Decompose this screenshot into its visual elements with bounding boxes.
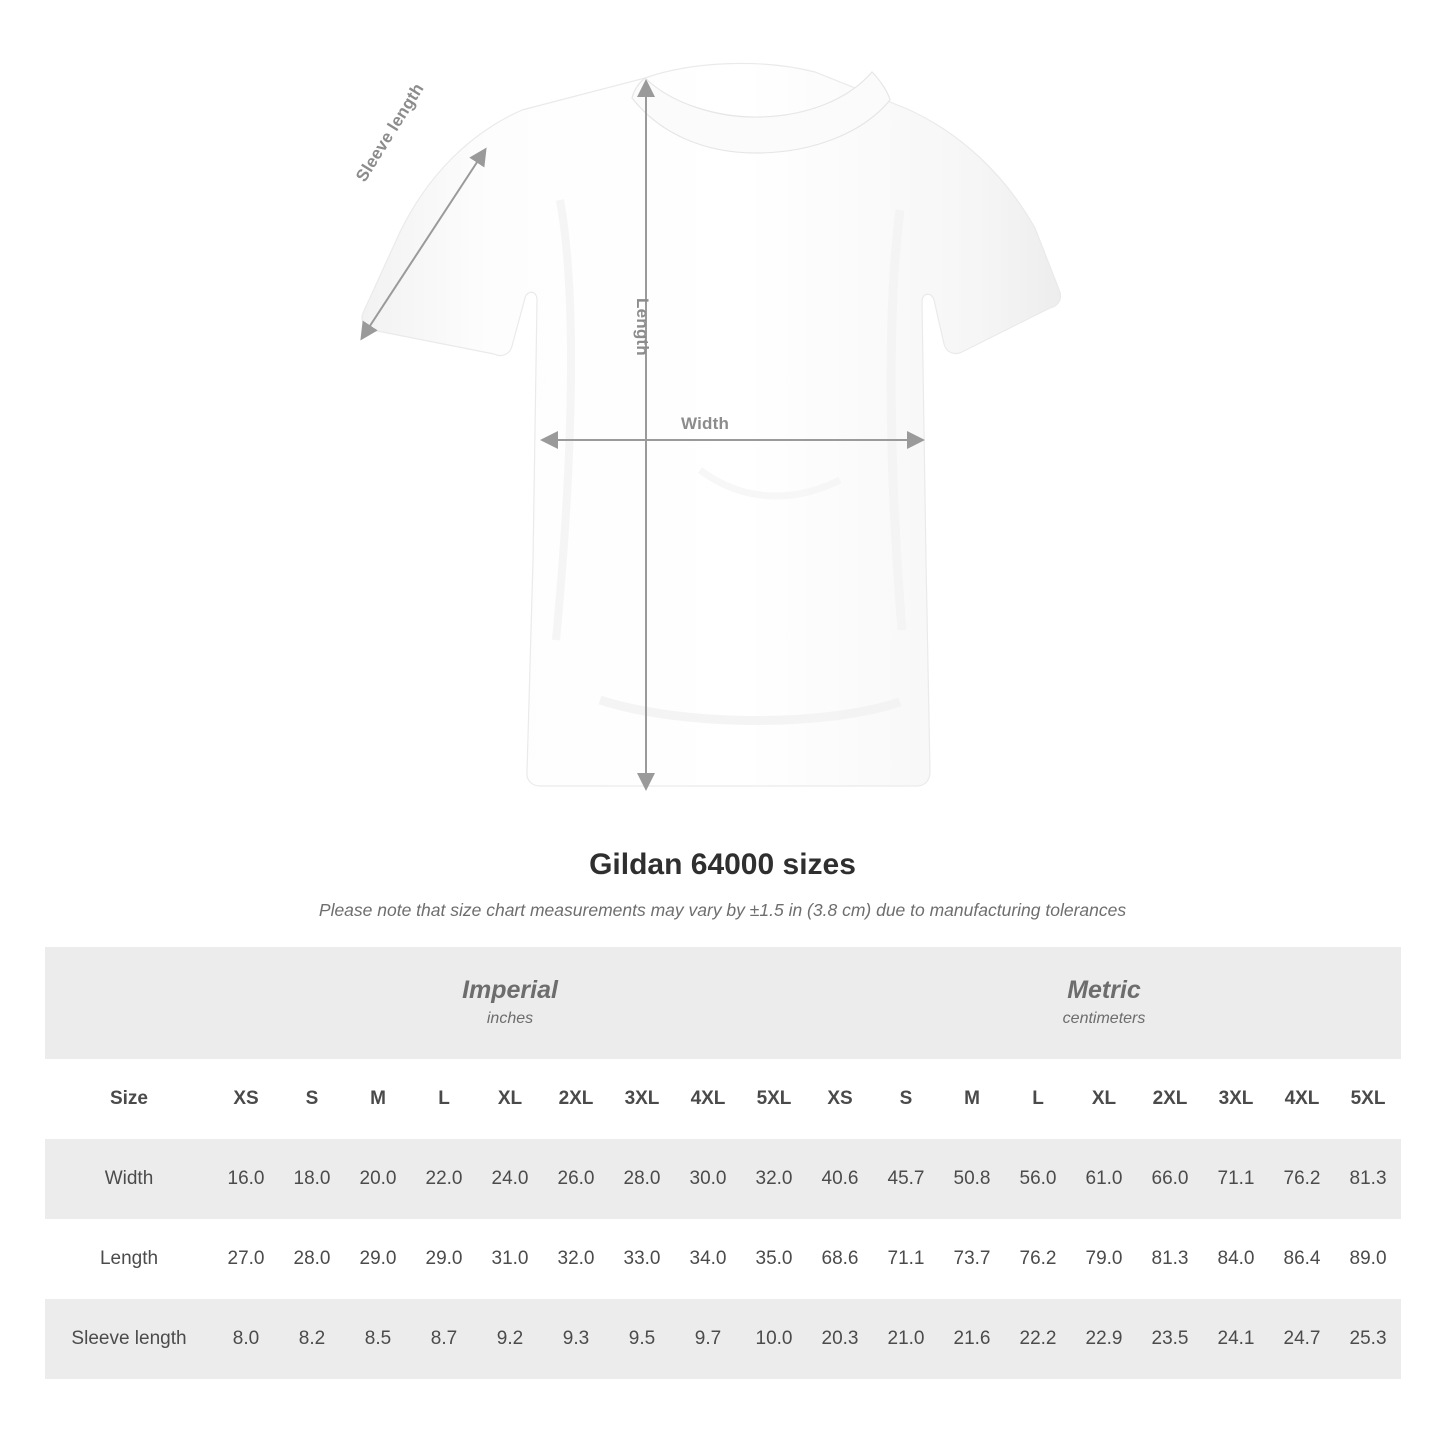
table-cell: 21.6 <box>939 1299 1005 1379</box>
size-column-header: S <box>873 1059 939 1139</box>
table-cell: 71.1 <box>1203 1139 1269 1219</box>
size-column-header: XL <box>1071 1059 1137 1139</box>
metric-unit-sub: centimeters <box>1062 1009 1146 1027</box>
size-column-header: 3XL <box>1203 1059 1269 1139</box>
table-cell: 28.0 <box>609 1139 675 1219</box>
size-column-header: 2XL <box>543 1059 609 1139</box>
table-cell: 29.0 <box>345 1219 411 1299</box>
size-column-header: XL <box>477 1059 543 1139</box>
table-cell: 8.0 <box>213 1299 279 1379</box>
table-cell: 9.3 <box>543 1299 609 1379</box>
table-cell: 9.2 <box>477 1299 543 1379</box>
table-cell: 81.3 <box>1335 1139 1401 1219</box>
table-cell: 68.6 <box>807 1219 873 1299</box>
table-cell: 21.0 <box>873 1299 939 1379</box>
table-cell: 45.7 <box>873 1139 939 1219</box>
imperial-unit-header <box>213 947 807 1059</box>
table-cell: 33.0 <box>609 1219 675 1299</box>
table-cell: 89.0 <box>1335 1219 1401 1299</box>
table-cell: 73.7 <box>939 1219 1005 1299</box>
table-cell: 27.0 <box>213 1219 279 1299</box>
size-chart-table-wrapper <box>45 947 1400 1379</box>
table-cell: 76.2 <box>1005 1219 1071 1299</box>
table-cell: 79.0 <box>1071 1219 1137 1299</box>
size-column-header: 4XL <box>1269 1059 1335 1139</box>
imperial-unit-sub: inches <box>486 1009 534 1027</box>
table-cell: 25.3 <box>1335 1299 1401 1379</box>
table-cell: 66.0 <box>1137 1139 1203 1219</box>
table-cell: 29.0 <box>411 1219 477 1299</box>
size-chart-table <box>45 947 1401 1379</box>
table-cell: 86.4 <box>1269 1219 1335 1299</box>
units-header-spacer <box>45 947 213 1059</box>
table-cell: 8.7 <box>411 1299 477 1379</box>
table-cell: 26.0 <box>543 1139 609 1219</box>
table-cell: 32.0 <box>741 1139 807 1219</box>
size-row-label: Size <box>45 1059 213 1139</box>
chart-header <box>0 848 1445 921</box>
size-column-header: XS <box>213 1059 279 1139</box>
size-column-header: 4XL <box>675 1059 741 1139</box>
table-row <box>45 1139 1401 1219</box>
table-cell: 10.0 <box>741 1299 807 1379</box>
table-cell: 8.2 <box>279 1299 345 1379</box>
size-column-header: S <box>279 1059 345 1139</box>
units-header-row <box>45 947 1401 1059</box>
table-cell: 34.0 <box>675 1219 741 1299</box>
size-header-row <box>45 1059 1401 1139</box>
table-cell: 84.0 <box>1203 1219 1269 1299</box>
table-cell: 18.0 <box>279 1139 345 1219</box>
table-cell: 81.3 <box>1137 1219 1203 1299</box>
metric-unit-header <box>807 947 1401 1059</box>
size-column-header: 5XL <box>1335 1059 1401 1139</box>
measurement-row-label: Sleeve length <box>45 1299 213 1379</box>
table-cell: 61.0 <box>1071 1139 1137 1219</box>
table-cell: 24.1 <box>1203 1299 1269 1379</box>
imperial-unit-name: Imperial <box>462 975 558 1004</box>
table-cell: 76.2 <box>1269 1139 1335 1219</box>
size-column-header: M <box>345 1059 411 1139</box>
table-row <box>45 1299 1401 1379</box>
table-cell: 56.0 <box>1005 1139 1071 1219</box>
page-title: Gildan 64000 sizes <box>589 848 856 881</box>
table-cell: 22.0 <box>411 1139 477 1219</box>
tolerance-note: Please note that size chart measurements may vary by ±1.5 in (3.8 cm) due to manufacturing tolerances <box>318 900 1127 920</box>
table-cell: 35.0 <box>741 1219 807 1299</box>
table-cell: 71.1 <box>873 1219 939 1299</box>
table-cell: 8.5 <box>345 1299 411 1379</box>
table-cell: 9.7 <box>675 1299 741 1379</box>
size-column-header: XS <box>807 1059 873 1139</box>
table-cell: 24.0 <box>477 1139 543 1219</box>
table-cell: 23.5 <box>1137 1299 1203 1379</box>
size-column-header: L <box>411 1059 477 1139</box>
table-cell: 40.6 <box>807 1139 873 1219</box>
length-label: Length <box>633 298 652 356</box>
table-cell: 16.0 <box>213 1139 279 1219</box>
measurement-row-label: Width <box>45 1139 213 1219</box>
size-column-header: L <box>1005 1059 1071 1139</box>
table-cell: 22.2 <box>1005 1299 1071 1379</box>
measurement-row-label: Length <box>45 1219 213 1299</box>
table-cell: 24.7 <box>1269 1299 1335 1379</box>
table-row <box>45 1219 1401 1299</box>
table-cell: 20.0 <box>345 1139 411 1219</box>
table-cell: 31.0 <box>477 1219 543 1299</box>
table-cell: 9.5 <box>609 1299 675 1379</box>
size-column-header: 5XL <box>741 1059 807 1139</box>
size-column-header: 2XL <box>1137 1059 1203 1139</box>
width-label: Width <box>681 414 730 433</box>
table-cell: 28.0 <box>279 1219 345 1299</box>
size-column-header: 3XL <box>609 1059 675 1139</box>
table-cell: 50.8 <box>939 1139 1005 1219</box>
table-cell: 20.3 <box>807 1299 873 1379</box>
table-cell: 30.0 <box>675 1139 741 1219</box>
size-column-header: M <box>939 1059 1005 1139</box>
sleeve-length-label: Sleeve length <box>352 79 428 186</box>
metric-unit-name: Metric <box>1067 975 1141 1004</box>
table-cell: 32.0 <box>543 1219 609 1299</box>
table-cell: 22.9 <box>1071 1299 1137 1379</box>
